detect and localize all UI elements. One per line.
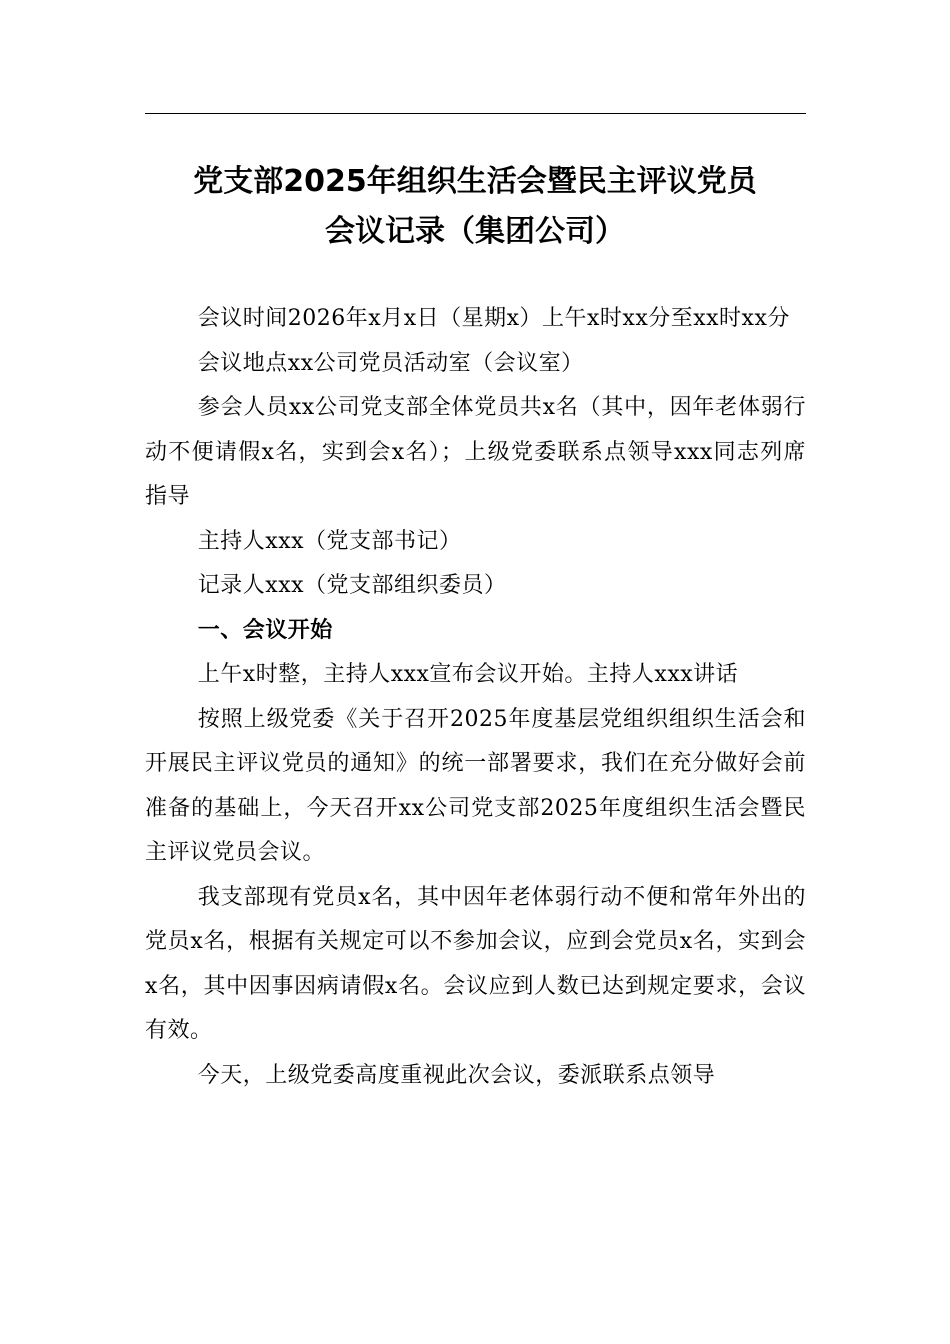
title-line-2: 会议记录（集团公司）: [325, 214, 625, 249]
meeting-recorder: 记录人xxx（党支部组织委员）: [197, 573, 507, 598]
section-heading: 一、会议开始: [197, 617, 333, 643]
body-paragraph: 我支部现有党员x名，其中因年老体弱行动不便和常年外出的党员x名，根据有关规定可以不参加会议，应到会党员x名，实到会x名，其中因事因病请假x名。会议应到人数已达到规定要求，会议有效。: [145, 884, 806, 1043]
meeting-host: 主持人xxx（党支部书记）: [197, 528, 462, 554]
header-rule: [145, 113, 806, 114]
document-title: [140, 157, 810, 257]
meeting-attendees: 参会人员xx公司党支部全体党员共x名（其中，因年老体弱行动不便请假x名，实到会x名）；上级党委联系点领导xxx同志列席指导: [145, 395, 806, 509]
body-paragraph: 按照上级党委《关于召开2025年度基层党组织组织生活会和开展民主评议党员的通知》的统一部署要求，我们在充分做好会前准备的基础上，今天召开xx公司党支部2025年度组织生活会暨民主评议党员会议。: [145, 706, 806, 865]
meeting-location: 会议地点xx公司党员活动室（会议室）: [197, 350, 584, 376]
meeting-time: 会议时间2026年x月x日（星期x）上午x时xx分至xx时xx分: [197, 306, 790, 331]
body-paragraph: 上午x时整，主持人xxx宣布会议开始。主持人xxx讲话: [197, 662, 739, 687]
body-paragraph: 今天，上级党委高度重视此次会议，委派联系点领导: [197, 1062, 716, 1088]
document-body: [145, 297, 806, 1098]
title-line-1: 党支部2025年组织生活会暨民主评议党员: [193, 164, 757, 199]
